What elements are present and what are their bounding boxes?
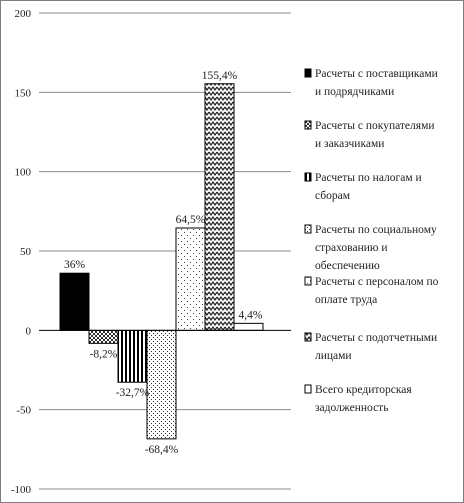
data-label-5: 64,5% (175, 213, 206, 226)
y-tick-label: 50 (20, 246, 31, 258)
data-label-7: 4,4% (238, 309, 263, 322)
bar-3 (118, 330, 147, 382)
bar-5 (176, 228, 205, 330)
legend-swatch-2 (305, 121, 311, 129)
legend-label-1: Расчеты с поставщиками и подрядчиками (315, 68, 438, 98)
bar-4 (147, 330, 176, 439)
legend-swatch-1 (305, 69, 311, 77)
y-axis-ticks (11, 8, 32, 496)
y-tick-label: 0 (25, 325, 31, 338)
y-tick-label: 200 (14, 8, 31, 20)
legend-label-4: Расчеты по социальному страхованию и обеспечению (315, 224, 437, 272)
legend (305, 68, 439, 414)
legend-label-7: Всего кредиторская задолженность (315, 384, 412, 414)
bar-2 (89, 330, 118, 343)
bar-chart (1, 1, 463, 502)
legend-swatch-6 (305, 333, 311, 341)
y-tick-label: 100 (14, 166, 31, 179)
legend-swatch-7 (305, 385, 311, 393)
bars (60, 84, 263, 439)
bar-6 (205, 84, 234, 331)
y-tick-label: -50 (16, 404, 31, 417)
data-label-1: 36% (63, 259, 86, 272)
data-label-6: 155,4% (201, 69, 238, 82)
legend-label-6: Расчеты с подотчетными лицами (315, 332, 438, 362)
legend-label-5: Расчеты с персоналом по оплате труда (315, 276, 439, 306)
legend-swatch-5 (305, 277, 311, 285)
y-tick-label: 150 (14, 87, 31, 100)
bar-7 (234, 323, 263, 330)
legend-label-3: Расчеты по налогам и сборам (315, 172, 422, 202)
legend-label-2: Расчеты с покупателями и заказчиками (315, 120, 435, 150)
data-label-2: -8,2% (89, 348, 118, 361)
bar-1 (60, 273, 89, 330)
data-label-4: -68,4% (144, 443, 179, 456)
data-label-3: -32,7% (115, 387, 150, 400)
legend-swatch-4 (305, 225, 311, 233)
y-tick-label: -100 (10, 484, 31, 496)
legend-swatch-3 (305, 173, 311, 181)
